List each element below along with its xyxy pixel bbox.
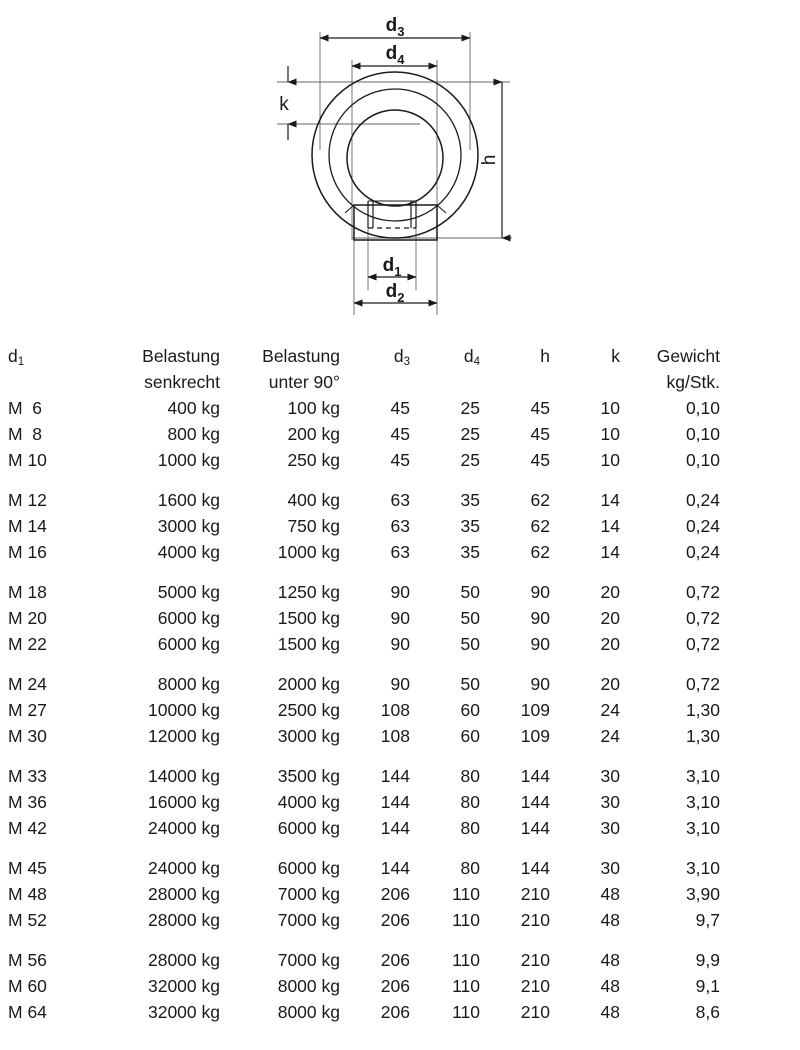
- cell-d1: M 42: [8, 818, 47, 838]
- cell-belastung-unter-90: 4000 kg: [277, 792, 340, 812]
- cell-belastung-senkrecht: 12000 kg: [147, 726, 220, 746]
- cell-gewicht: 3,10: [685, 792, 720, 812]
- technical-drawing: [0, 0, 800, 330]
- cell-h: 45: [530, 450, 550, 470]
- cell-belastung-unter-90: 100 kg: [287, 398, 340, 418]
- cell-belastung-senkrecht: 8000 kg: [157, 674, 220, 694]
- table-row: [0, 544, 720, 570]
- cell-d3: 90: [390, 608, 410, 628]
- cell-gewicht: 0,72: [685, 634, 720, 654]
- cell-d3: 63: [390, 516, 410, 536]
- cell-d3: 144: [380, 792, 410, 812]
- cell-d1: M 56: [8, 950, 47, 970]
- header-spacer-d4: [410, 374, 480, 400]
- dimension-d1: [368, 255, 416, 279]
- cell-d1: M 10: [8, 450, 47, 470]
- cell-gewicht: 1,30: [685, 726, 720, 746]
- cell-h: 62: [530, 516, 550, 536]
- specification-table: [0, 348, 720, 1030]
- header-belastung-unter-90-line1: Belastung: [262, 346, 340, 366]
- cell-h: 210: [520, 910, 550, 930]
- cell-k: 30: [600, 792, 620, 812]
- cell-belastung-unter-90: 7000 kg: [277, 950, 340, 970]
- cell-d4: 60: [460, 700, 480, 720]
- cell-d4: 35: [460, 490, 480, 510]
- cell-k: 30: [600, 766, 620, 786]
- cell-d1: M 36: [8, 792, 47, 812]
- cell-d4: 110: [452, 976, 480, 996]
- cell-d4: 80: [460, 818, 480, 838]
- base-block: [354, 205, 437, 240]
- cell-belastung-unter-90: 3500 kg: [277, 766, 340, 786]
- cell-h: 144: [520, 766, 550, 786]
- cell-belastung-unter-90: 1500 kg: [277, 608, 340, 628]
- header-d4: $d_4$: [463, 346, 480, 368]
- cell-d1: M 20: [8, 608, 47, 628]
- cell-k: 48: [600, 1002, 620, 1022]
- cell-d1: M 52: [8, 910, 47, 930]
- cell-belastung-unter-90: 1000 kg: [277, 542, 340, 562]
- cell-h: 90: [530, 634, 550, 654]
- cell-h: 90: [530, 674, 550, 694]
- header-row-2: [0, 374, 720, 400]
- cell-k: 20: [600, 634, 620, 654]
- cell-gewicht: 3,10: [685, 818, 720, 838]
- cell-belastung-senkrecht: 6000 kg: [157, 634, 220, 654]
- table-row: [0, 636, 720, 662]
- cell-h: 62: [530, 542, 550, 562]
- dimension-h: [479, 82, 502, 238]
- cell-belastung-senkrecht: 16000 kg: [147, 792, 220, 812]
- cell-k: 30: [600, 818, 620, 838]
- cell-d1: M 8: [8, 424, 43, 444]
- cell-gewicht: 0,10: [685, 450, 720, 470]
- cell-belastung-unter-90: 250 kg: [287, 450, 340, 470]
- cell-d1: M 45: [8, 858, 47, 878]
- cell-belastung-senkrecht: 24000 kg: [147, 818, 220, 838]
- cell-k: 30: [600, 858, 620, 878]
- cell-d3: 206: [380, 884, 410, 904]
- cell-h: 144: [520, 858, 550, 878]
- cell-d3: 144: [380, 858, 410, 878]
- header-belastung-senkrecht-line1: Belastung: [142, 346, 220, 366]
- cell-h: 45: [530, 398, 550, 418]
- cell-gewicht: 3,10: [685, 858, 720, 878]
- cell-d1: M 48: [8, 884, 47, 904]
- cell-belastung-unter-90: 8000 kg: [277, 976, 340, 996]
- cell-d3: 206: [380, 976, 410, 996]
- header-gewicht-line1: Gewicht: [656, 346, 720, 366]
- table-row: [0, 452, 720, 478]
- cell-h: 45: [530, 424, 550, 444]
- cell-d4: 50: [460, 674, 480, 694]
- cell-gewicht: 0,24: [685, 542, 720, 562]
- cell-belastung-unter-90: 750 kg: [287, 516, 340, 536]
- cell-d1: M 18: [8, 582, 47, 602]
- cell-gewicht: 0,72: [685, 582, 720, 602]
- cell-d4: 25: [460, 424, 480, 444]
- table-row: [0, 820, 720, 846]
- cell-belastung-senkrecht: 3000 kg: [157, 516, 220, 536]
- cell-gewicht: 3,90: [685, 884, 720, 904]
- cell-belastung-senkrecht: 400 kg: [167, 398, 220, 418]
- dimension-d2: [354, 281, 437, 305]
- header-d3: $d_3$: [393, 346, 410, 368]
- cell-d3: 45: [390, 450, 410, 470]
- cell-d1: M 22: [8, 634, 47, 654]
- cell-d4: 50: [460, 582, 480, 602]
- cell-gewicht: 8,6: [695, 1002, 720, 1022]
- dimension-label-d1: $d_1$: [382, 255, 402, 279]
- cell-belastung-unter-90: 1250 kg: [277, 582, 340, 602]
- cell-k: 14: [600, 490, 620, 510]
- cell-belastung-senkrecht: 24000 kg: [147, 858, 220, 878]
- cell-d4: 50: [460, 634, 480, 654]
- table-row: [0, 570, 720, 610]
- header-gewicht-line2: kg/Stk.: [666, 372, 720, 392]
- cell-d4: 35: [460, 542, 480, 562]
- cell-belastung-senkrecht: 28000 kg: [147, 910, 220, 930]
- cell-d4: 60: [460, 726, 480, 746]
- cell-gewicht: 9,9: [695, 950, 720, 970]
- cell-belastung-senkrecht: 14000 kg: [147, 766, 220, 786]
- cell-belastung-senkrecht: 28000 kg: [147, 950, 220, 970]
- cell-d3: 90: [390, 634, 410, 654]
- cell-h: 210: [520, 1002, 550, 1022]
- cell-h: 90: [530, 582, 550, 602]
- cell-gewicht: 3,10: [685, 766, 720, 786]
- cell-d3: 144: [380, 818, 410, 838]
- cell-k: 20: [600, 674, 620, 694]
- cell-d1: M 30: [8, 726, 47, 746]
- cell-d3: 108: [380, 700, 410, 720]
- cell-d3: 206: [380, 910, 410, 930]
- cell-belastung-unter-90: 3000 kg: [277, 726, 340, 746]
- header-d1: $d_1$: [8, 346, 25, 368]
- header-k: k: [611, 346, 620, 366]
- table-body: [0, 400, 720, 1030]
- cell-d4: 25: [460, 398, 480, 418]
- cell-gewicht: 0,72: [685, 674, 720, 694]
- dimension-d4: [352, 43, 437, 67]
- table-row: [0, 912, 720, 938]
- table-row: [0, 886, 720, 912]
- cell-gewicht: 9,1: [695, 976, 720, 996]
- table-header: [0, 348, 720, 400]
- cell-h: 109: [520, 700, 550, 720]
- cell-k: 10: [600, 450, 620, 470]
- cell-h: 62: [530, 490, 550, 510]
- cell-gewicht: 9,7: [695, 910, 720, 930]
- cell-d1: M 33: [8, 766, 47, 786]
- cell-gewicht: 0,24: [685, 490, 720, 510]
- cell-d4: 80: [460, 858, 480, 878]
- header-spacer-k: [550, 374, 620, 400]
- cell-belastung-senkrecht: 4000 kg: [157, 542, 220, 562]
- cell-belastung-senkrecht: 10000 kg: [147, 700, 220, 720]
- header-spacer-h: [480, 374, 550, 400]
- cell-d1: M 60: [8, 976, 47, 996]
- cell-belastung-senkrecht: 1000 kg: [157, 450, 220, 470]
- cell-d4: 110: [452, 884, 480, 904]
- cell-k: 14: [600, 542, 620, 562]
- cell-h: 210: [520, 976, 550, 996]
- cell-belastung-unter-90: 6000 kg: [277, 818, 340, 838]
- cell-gewicht: 0,10: [685, 424, 720, 444]
- cell-d1: M 16: [8, 542, 47, 562]
- table-row: [0, 938, 720, 978]
- table-row: [0, 1004, 720, 1030]
- cell-belastung-unter-90: 2500 kg: [277, 700, 340, 720]
- cell-d1: M 27: [8, 700, 47, 720]
- header-spacer: [0, 374, 100, 400]
- cell-belastung-unter-90: 8000 kg: [277, 1002, 340, 1022]
- cell-d1: M 14: [8, 516, 47, 536]
- table-row: [0, 426, 720, 452]
- cell-d1: M 12: [8, 490, 47, 510]
- cell-d3: 63: [390, 542, 410, 562]
- dimension-label-d4: $d_4$: [385, 43, 405, 67]
- outer-ring-circle: [312, 72, 478, 238]
- header-belastung-unter-90-line2: unter 90°: [268, 372, 340, 392]
- cell-d1: M 64: [8, 1002, 47, 1022]
- cell-d3: 108: [380, 726, 410, 746]
- cell-belastung-senkrecht: 32000 kg: [147, 976, 220, 996]
- cell-h: 210: [520, 950, 550, 970]
- table-row: [0, 728, 720, 754]
- cell-belastung-senkrecht: 5000 kg: [157, 582, 220, 602]
- cell-belastung-senkrecht: 1600 kg: [157, 490, 220, 510]
- cell-d4: 110: [452, 1002, 480, 1022]
- cell-d3: 63: [390, 490, 410, 510]
- cell-belastung-unter-90: 7000 kg: [277, 910, 340, 930]
- cell-k: 24: [600, 700, 620, 720]
- cell-h: 90: [530, 608, 550, 628]
- cell-d1: M 24: [8, 674, 47, 694]
- cell-d4: 25: [460, 450, 480, 470]
- cell-d3: 90: [390, 582, 410, 602]
- cell-h: 144: [520, 792, 550, 812]
- header-belastung-senkrecht-line2: senkrecht: [144, 372, 220, 392]
- header-row-1: [0, 348, 720, 374]
- cell-h: 109: [520, 726, 550, 746]
- table-row: [0, 400, 720, 426]
- cell-d4: 80: [460, 792, 480, 812]
- cell-k: 48: [600, 884, 620, 904]
- header-spacer-d3: [340, 374, 410, 400]
- cell-d3: 90: [390, 674, 410, 694]
- table-row: [0, 978, 720, 1004]
- cell-k: 10: [600, 398, 620, 418]
- cell-k: 48: [600, 950, 620, 970]
- cell-gewicht: 0,24: [685, 516, 720, 536]
- cell-d3: 206: [380, 950, 410, 970]
- cell-k: 10: [600, 424, 620, 444]
- cell-gewicht: 0,10: [685, 398, 720, 418]
- cell-k: 24: [600, 726, 620, 746]
- ring-nut-body: [312, 72, 478, 240]
- table-row: [0, 610, 720, 636]
- dimension-label-d2: $d_2$: [385, 281, 405, 305]
- cell-belastung-unter-90: 7000 kg: [277, 884, 340, 904]
- cell-d3: 45: [390, 424, 410, 444]
- cell-k: 48: [600, 976, 620, 996]
- table-row: [0, 794, 720, 820]
- cell-d4: 35: [460, 516, 480, 536]
- cell-d3: 45: [390, 398, 410, 418]
- cell-d4: 110: [452, 950, 480, 970]
- dimension-label-k: k: [279, 94, 289, 115]
- cell-k: 48: [600, 910, 620, 930]
- table-row: [0, 478, 720, 518]
- cell-belastung-senkrecht: 800 kg: [167, 424, 220, 444]
- cell-k: 20: [600, 608, 620, 628]
- cell-d4: 80: [460, 766, 480, 786]
- cell-belastung-senkrecht: 28000 kg: [147, 884, 220, 904]
- cell-belastung-senkrecht: 32000 kg: [147, 1002, 220, 1022]
- cell-belastung-unter-90: 6000 kg: [277, 858, 340, 878]
- table-row: [0, 702, 720, 728]
- cell-belastung-unter-90: 400 kg: [287, 490, 340, 510]
- table-row: [0, 662, 720, 702]
- ring-nut-drawing-svg: [0, 0, 800, 330]
- cell-h: 210: [520, 884, 550, 904]
- dimension-label-h: h: [479, 154, 500, 166]
- dimension-k: [279, 66, 289, 140]
- cell-k: 20: [600, 582, 620, 602]
- cell-d4: 50: [460, 608, 480, 628]
- dimension-d3: [320, 15, 470, 39]
- cell-belastung-unter-90: 200 kg: [287, 424, 340, 444]
- cell-d3: 206: [380, 1002, 410, 1022]
- cell-d3: 144: [380, 766, 410, 786]
- cell-h: 144: [520, 818, 550, 838]
- cell-belastung-unter-90: 2000 kg: [277, 674, 340, 694]
- header-h: h: [540, 346, 550, 366]
- cell-belastung-unter-90: 1500 kg: [277, 634, 340, 654]
- cell-d4: 110: [452, 910, 480, 930]
- cell-gewicht: 1,30: [685, 700, 720, 720]
- table-row: [0, 518, 720, 544]
- cell-gewicht: 0,72: [685, 608, 720, 628]
- cell-d1: M 6: [8, 398, 43, 418]
- specification-table-container: [0, 348, 800, 1030]
- cell-belastung-senkrecht: 6000 kg: [157, 608, 220, 628]
- cell-k: 14: [600, 516, 620, 536]
- dimension-label-d3: $d_3$: [385, 15, 405, 39]
- table-row: [0, 846, 720, 886]
- table-row: [0, 754, 720, 794]
